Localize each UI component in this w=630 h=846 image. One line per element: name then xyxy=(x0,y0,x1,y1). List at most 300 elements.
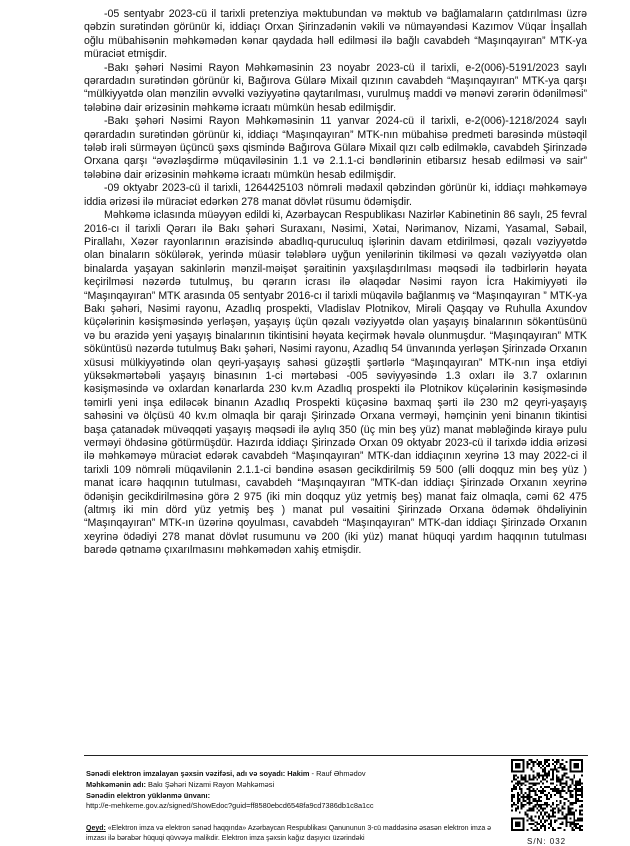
qr-module xyxy=(521,771,523,773)
qr-module xyxy=(581,800,583,802)
qr-module xyxy=(554,765,556,767)
qr-module xyxy=(552,802,554,804)
qr-module xyxy=(517,808,519,810)
paragraph-court-ruling-2024: -Bakı şəhəri Nəsimi Rayon Məhkəməsinin 11 yanvar 2024-cü il tarixli, e-2(006)-1218/2024 saylı qərardadın surətindən görünür ki, iddiaçı “Maşınqayıran” MTK-nın mübahisə predmeti barəsində müstəqil tələb irəli sürməyən üçüncü şəxs qismində Bağırova Gülarə Mixail qızı cəlb edilməklə, cavabdeh Şirinzadə Orxana qarşı “əvəzləşdirmə müqaviləsinin 1.1 və 2.1.1-ci bəndlərinin etibarsız hesab edilməsi və sair” tələbinə dair ərizəsinin məhkəmə icraatı mümkün hesab edilmişdir. xyxy=(84,115,587,181)
qr-module xyxy=(542,790,544,792)
qr-module xyxy=(567,777,569,779)
signer-role: Hakim xyxy=(287,769,310,778)
qr-module xyxy=(517,763,519,765)
qr-module xyxy=(564,767,566,769)
qr-module xyxy=(530,796,532,798)
qr-module xyxy=(567,800,569,802)
qr-module xyxy=(571,827,573,829)
qr-module xyxy=(546,759,548,761)
qr-module xyxy=(581,829,583,831)
qr-module xyxy=(579,825,581,827)
qr-module xyxy=(564,786,566,788)
qr-module xyxy=(540,761,542,763)
qr-module xyxy=(569,804,571,806)
qr-module xyxy=(558,788,560,790)
qr-module xyxy=(544,775,546,777)
qr-module xyxy=(527,798,529,800)
qr-module xyxy=(564,802,566,804)
qr-module xyxy=(565,815,567,817)
qr-module xyxy=(527,796,529,798)
qr-module xyxy=(567,810,569,812)
qr-module xyxy=(575,765,577,767)
qr-module xyxy=(562,767,564,769)
qr-module xyxy=(556,759,558,761)
qr-module xyxy=(573,759,575,761)
qr-module xyxy=(530,823,532,825)
qr-module xyxy=(521,759,523,761)
qr-module xyxy=(575,767,577,769)
qr-module xyxy=(519,780,521,782)
qr-module xyxy=(575,763,577,765)
qr-module xyxy=(556,806,558,808)
qr-module xyxy=(581,771,583,773)
qr-module xyxy=(564,798,566,800)
qr-module xyxy=(562,759,564,761)
qr-module xyxy=(540,780,542,782)
qr-module xyxy=(552,759,554,761)
qr-module xyxy=(513,784,515,786)
qr-module xyxy=(560,817,562,819)
qr-module xyxy=(550,794,552,796)
qr-module xyxy=(548,773,550,775)
qr-module xyxy=(581,775,583,777)
qr-module xyxy=(550,782,552,784)
qr-module xyxy=(565,825,567,827)
qr-module xyxy=(536,812,538,814)
qr-module xyxy=(552,788,554,790)
qr-module xyxy=(511,823,513,825)
qr-module xyxy=(569,767,571,769)
qr-module xyxy=(540,812,542,814)
qr-module xyxy=(560,778,562,780)
qr-module xyxy=(575,810,577,812)
qr-module xyxy=(548,786,550,788)
qr-module xyxy=(523,804,525,806)
qr-module xyxy=(513,759,515,761)
qr-module xyxy=(562,763,564,765)
qr-module xyxy=(517,796,519,798)
qr-module xyxy=(556,771,558,773)
qr-module xyxy=(540,796,542,798)
qr-module xyxy=(558,771,560,773)
qr-module xyxy=(546,761,548,763)
qr-module xyxy=(515,763,517,765)
qr-module xyxy=(530,782,532,784)
qr-module xyxy=(511,759,513,761)
qr-module xyxy=(519,763,521,765)
qr-module xyxy=(532,798,534,800)
qr-module xyxy=(571,802,573,804)
qr-module xyxy=(560,792,562,794)
qr-module xyxy=(532,782,534,784)
qr-module xyxy=(529,804,531,806)
qr-module xyxy=(527,810,529,812)
qr-module xyxy=(558,808,560,810)
qr-module xyxy=(515,821,517,823)
qr-module xyxy=(519,759,521,761)
qr-module xyxy=(565,819,567,821)
qr-module xyxy=(558,767,560,769)
qr-module xyxy=(558,827,560,829)
qr-module xyxy=(571,804,573,806)
qr-module xyxy=(546,812,548,814)
qr-module xyxy=(534,761,536,763)
qr-module xyxy=(552,813,554,815)
qr-module xyxy=(513,777,515,779)
qr-module xyxy=(529,808,531,810)
qr-module xyxy=(521,806,523,808)
qr-module xyxy=(513,794,515,796)
qr-module xyxy=(569,784,571,786)
qr-module xyxy=(544,790,546,792)
qr-module xyxy=(565,798,567,800)
qr-module xyxy=(530,767,532,769)
qr-module xyxy=(513,817,515,819)
court-label: Məhkəmənin adı: xyxy=(86,779,146,789)
qr-module xyxy=(542,782,544,784)
qr-module xyxy=(530,759,532,761)
qr-module xyxy=(523,763,525,765)
qr-module xyxy=(525,777,527,779)
qr-module xyxy=(529,798,531,800)
qr-module xyxy=(577,780,579,782)
qr-module xyxy=(579,790,581,792)
qr-module xyxy=(554,829,556,831)
qr-module xyxy=(554,788,556,790)
qr-module xyxy=(525,812,527,814)
qr-module xyxy=(532,763,534,765)
qr-module xyxy=(575,800,577,802)
qr-module xyxy=(511,790,513,792)
qr-module xyxy=(527,765,529,767)
qr-module xyxy=(579,817,581,819)
qr-module xyxy=(534,784,536,786)
qr-module xyxy=(577,784,579,786)
qr-module xyxy=(536,773,538,775)
qr-module xyxy=(540,819,542,821)
qr-module xyxy=(577,771,579,773)
qr-module xyxy=(552,812,554,814)
qr-module xyxy=(540,827,542,829)
qr-module xyxy=(577,790,579,792)
qr-module xyxy=(550,825,552,827)
qr-module xyxy=(558,792,560,794)
qr-module xyxy=(517,792,519,794)
qr-module xyxy=(523,778,525,780)
qr-module xyxy=(554,761,556,763)
qr-module xyxy=(560,794,562,796)
qr-module xyxy=(540,786,542,788)
qr-module xyxy=(511,767,513,769)
qr-module xyxy=(532,823,534,825)
qr-module xyxy=(523,800,525,802)
qr-module xyxy=(552,778,554,780)
qr-module xyxy=(562,788,564,790)
qr-module xyxy=(581,759,583,761)
qr-module xyxy=(538,763,540,765)
qr-module xyxy=(527,763,529,765)
qr-module xyxy=(550,769,552,771)
qr-module xyxy=(542,808,544,810)
qr-module xyxy=(569,812,571,814)
qr-module xyxy=(521,829,523,831)
qr-module xyxy=(534,829,536,831)
paragraph-pretension-letter: -05 sentyabr 2023-cü il tarixli pretenziya məktubundan və məktub və bağlamaların çatdırılması üzrə qəbzin surətindən görünür ki, iddiaçı Orxan Şirinzadənin vəkili və nümayəndəsi Kazımov Vüqar İnşallah oğlu mübahisənin məhkəmədən kənar qaydada həll edilməsi ilə bağlı cavabdeh “Maşınqayıran” MTK-ya müraciət etmişdir. xyxy=(84,8,587,61)
qr-module xyxy=(517,821,519,823)
qr-module xyxy=(536,788,538,790)
qr-module xyxy=(573,775,575,777)
qr-module xyxy=(511,771,513,773)
qr-module xyxy=(517,777,519,779)
qr-module xyxy=(544,759,546,761)
qr-module xyxy=(544,808,546,810)
qr-module xyxy=(554,821,556,823)
qr-code-icon[interactable] xyxy=(511,759,583,831)
qr-module xyxy=(523,829,525,831)
qr-module xyxy=(565,761,567,763)
qr-module xyxy=(564,773,566,775)
qr-module xyxy=(523,767,525,769)
qr-module xyxy=(523,771,525,773)
qr-module xyxy=(548,771,550,773)
qr-module xyxy=(579,806,581,808)
signer-line xyxy=(86,769,506,780)
qr-module xyxy=(542,788,544,790)
qr-module xyxy=(573,765,575,767)
qr-module xyxy=(517,780,519,782)
qr-module xyxy=(554,767,556,769)
qr-module xyxy=(579,813,581,815)
qr-module xyxy=(521,778,523,780)
qr-module xyxy=(538,804,540,806)
qr-module xyxy=(534,790,536,792)
qr-module xyxy=(562,823,564,825)
qr-module xyxy=(517,759,519,761)
qr-module xyxy=(513,796,515,798)
qr-module xyxy=(560,782,562,784)
qr-module xyxy=(569,796,571,798)
qr-module xyxy=(579,782,581,784)
qr-module xyxy=(552,775,554,777)
qr-module xyxy=(511,763,513,765)
qr-module xyxy=(538,777,540,779)
qr-module xyxy=(540,825,542,827)
qr-module xyxy=(538,761,540,763)
qr-module xyxy=(562,812,564,814)
qr-module xyxy=(560,763,562,765)
qr-module xyxy=(571,813,573,815)
qr-module xyxy=(560,823,562,825)
qr-module xyxy=(527,829,529,831)
qr-module xyxy=(550,796,552,798)
qr-module xyxy=(552,777,554,779)
qr-module xyxy=(579,819,581,821)
qr-module xyxy=(569,761,571,763)
qr-module xyxy=(581,819,583,821)
qr-module xyxy=(571,790,573,792)
qr-module xyxy=(513,778,515,780)
qr-module xyxy=(562,817,564,819)
qr-module xyxy=(515,810,517,812)
qr-module xyxy=(519,771,521,773)
qr-module xyxy=(581,804,583,806)
qr-module xyxy=(548,823,550,825)
qr-module xyxy=(569,810,571,812)
qr-module xyxy=(550,823,552,825)
qr-module xyxy=(534,794,536,796)
qr-module xyxy=(575,802,577,804)
qr-module xyxy=(577,798,579,800)
qr-module xyxy=(544,786,546,788)
qr-module xyxy=(511,800,513,802)
qr-module xyxy=(554,790,556,792)
qr-module xyxy=(511,769,513,771)
qr-module xyxy=(529,790,531,792)
qr-module xyxy=(511,806,513,808)
qr-module xyxy=(564,769,566,771)
qr-module xyxy=(544,767,546,769)
qr-module xyxy=(519,817,521,819)
qr-module xyxy=(519,829,521,831)
qr-module xyxy=(530,802,532,804)
qr-module xyxy=(552,782,554,784)
qr-module xyxy=(581,788,583,790)
qr-module xyxy=(552,790,554,792)
qr-module xyxy=(577,823,579,825)
qr-module xyxy=(525,780,527,782)
qr-module xyxy=(519,767,521,769)
qr-module xyxy=(511,798,513,800)
qr-module xyxy=(511,810,513,812)
qr-module xyxy=(552,829,554,831)
qr-module xyxy=(538,773,540,775)
qr-module xyxy=(575,792,577,794)
qr-module xyxy=(575,794,577,796)
qr-module xyxy=(552,810,554,812)
qr-module xyxy=(534,815,536,817)
qr-module xyxy=(579,759,581,761)
qr-module xyxy=(569,771,571,773)
qr-module xyxy=(530,778,532,780)
qr-module xyxy=(562,769,564,771)
qr-module xyxy=(562,777,564,779)
qr-module xyxy=(550,810,552,812)
qr-module xyxy=(575,771,577,773)
qr-module xyxy=(579,788,581,790)
qr-module xyxy=(579,794,581,796)
qr-module xyxy=(527,813,529,815)
qr-module xyxy=(567,790,569,792)
qr-module xyxy=(530,790,532,792)
qr-module xyxy=(542,823,544,825)
qr-module xyxy=(565,773,567,775)
qr-module xyxy=(560,780,562,782)
qr-module xyxy=(532,800,534,802)
qr-module xyxy=(511,804,513,806)
qr-module xyxy=(544,763,546,765)
qr-module xyxy=(581,810,583,812)
qr-module xyxy=(546,773,548,775)
qr-module xyxy=(558,761,560,763)
qr-module xyxy=(532,806,534,808)
qr-module xyxy=(517,782,519,784)
qr-module xyxy=(523,798,525,800)
qr-module xyxy=(540,763,542,765)
qr-module xyxy=(515,823,517,825)
qr-module xyxy=(573,784,575,786)
qr-module xyxy=(538,796,540,798)
qr-module xyxy=(575,823,577,825)
qr-module xyxy=(513,786,515,788)
qr-module xyxy=(525,804,527,806)
qr-module xyxy=(571,829,573,831)
qr-module xyxy=(581,786,583,788)
qr-module xyxy=(560,767,562,769)
qr-module xyxy=(532,790,534,792)
qr-module xyxy=(511,796,513,798)
qr-module xyxy=(529,823,531,825)
qr-module xyxy=(542,810,544,812)
qr-module xyxy=(562,813,564,815)
qr-module xyxy=(575,784,577,786)
qr-module xyxy=(538,765,540,767)
qr-module xyxy=(530,817,532,819)
qr-module xyxy=(538,790,540,792)
qr-module xyxy=(529,800,531,802)
qr-module xyxy=(564,775,566,777)
qr-module xyxy=(511,825,513,827)
document-url-link[interactable]: http://e-mehkeme.gov.az/signed/ShowEdoc?guid=ff8580ebcd6548fa9cd7386db1c8a1cc xyxy=(86,801,374,811)
qr-module xyxy=(546,775,548,777)
signature-footer xyxy=(86,769,506,812)
qr-module xyxy=(546,765,548,767)
qr-module xyxy=(523,765,525,767)
qr-module xyxy=(515,817,517,819)
qr-module xyxy=(513,829,515,831)
qr-module xyxy=(562,821,564,823)
qr-module xyxy=(558,804,560,806)
qr-module xyxy=(573,812,575,814)
qr-module xyxy=(521,775,523,777)
qr-module xyxy=(560,802,562,804)
qr-module xyxy=(519,782,521,784)
qr-module xyxy=(544,812,546,814)
qr-module xyxy=(569,792,571,794)
qr-module xyxy=(581,817,583,819)
qr-module xyxy=(544,771,546,773)
qr-module xyxy=(513,802,515,804)
qr-module xyxy=(564,790,566,792)
qr-module xyxy=(569,765,571,767)
qr-module xyxy=(521,792,523,794)
qr-module xyxy=(556,784,558,786)
qr-module xyxy=(532,808,534,810)
qr-module xyxy=(573,802,575,804)
qr-module xyxy=(556,775,558,777)
qr-module xyxy=(581,769,583,771)
qr-module xyxy=(517,825,519,827)
qr-module xyxy=(573,819,575,821)
qr-module xyxy=(521,804,523,806)
qr-module xyxy=(544,802,546,804)
qr-module xyxy=(558,810,560,812)
qr-module xyxy=(556,780,558,782)
